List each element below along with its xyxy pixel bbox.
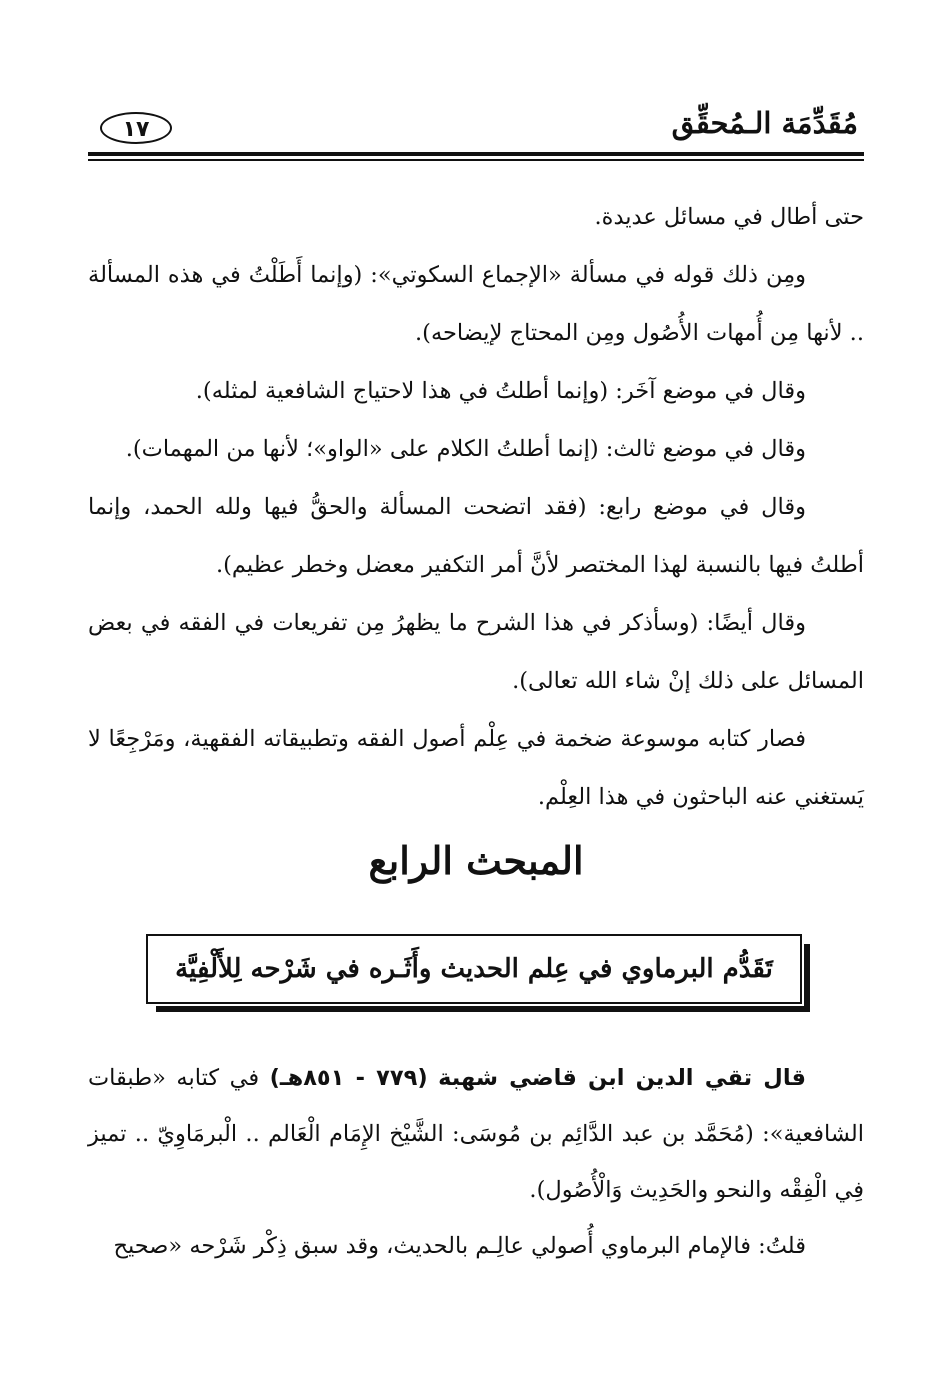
section-title: تَقَدُّم البرماوي في عِلم الحديث وأَثَـره في شَرْحه لِلأَلْفِيَّة (175, 954, 773, 984)
paragraph: وقال في موضع ثالث: (إنما أطلتُ الكلام على «الواو»؛ لأنها من المهمات). (125, 436, 806, 462)
paragraph: وقال أيضًا: (وسأذكر في هذا الشرح ما يظهرُ مِن تفريعات في الفقه في بعض المسائل على ذلك إنْ شاء الله تعالى). (88, 610, 864, 694)
paragraph: وقال في موضع رابع: (فقد اتضحت المسألة والحقُّ فيها ولله الحمد، وإنما أطلتُ فيها بالنسبة لهذا المختصر لأنَّ أمر التكفير معضل وخطر عظيم). (88, 494, 864, 578)
quote-speaker: قال تقي الدين ابن قاضي شهبة (438, 1065, 806, 1091)
page-header (88, 100, 864, 160)
quote-text: في كتابه «طبقات الشافعية»: (مُحَمَّد بن عبد الدَّائِم بن مُوسَى: الشَّيْخ الإِمَام الْعَالم .. الْبرمَاوِيّ .. تميز فِي الْفِقْه والنحو والحَدِيث وَالْأُصُول). (88, 1065, 864, 1203)
paragraph: قلتُ: فالإمام البرماوي أُصولي عالِـم بالحديث، وقد سبق ذِكْر شَرْحه «صحيح (113, 1233, 806, 1259)
page-number: ١٧ (100, 112, 172, 144)
main-text (88, 188, 864, 826)
section-title-box (146, 934, 802, 1004)
paragraph: حتى أطال في مسائل عديدة. (594, 204, 864, 230)
quote-paragraph (88, 1050, 864, 1218)
paragraph: وقال في موضع آخَر: (وإنما أطلتُ في هذا لاحتياج الشافعية لمثله). (195, 378, 806, 404)
section-heading: المبحث الرابع (368, 838, 584, 883)
quote-dates: (٧٧٩ - ٨٥١هـ) (269, 1065, 428, 1091)
section-text (88, 1050, 864, 1274)
paragraph: ومِن ذلك قوله في مسألة «الإجماع السكوتي»: (وإنما أَطَلْتُ في هذه المسألة .. لأنها مِن أُمهات الأُصُول ومِن المحتاج لإيضاحه). (88, 262, 864, 346)
header-rule-thin (88, 159, 864, 161)
running-title: مُقَدِّمَة الـمُحقِّق (671, 106, 858, 140)
header-rule-thick (88, 152, 864, 156)
paragraph: فصار كتابه موسوعة ضخمة في عِلْم أصول الفقه وتطبيقاته الفقهية، ومَرْجِعًا لا يَستغني عنه الباحثون في هذا العِلْم. (88, 726, 864, 810)
